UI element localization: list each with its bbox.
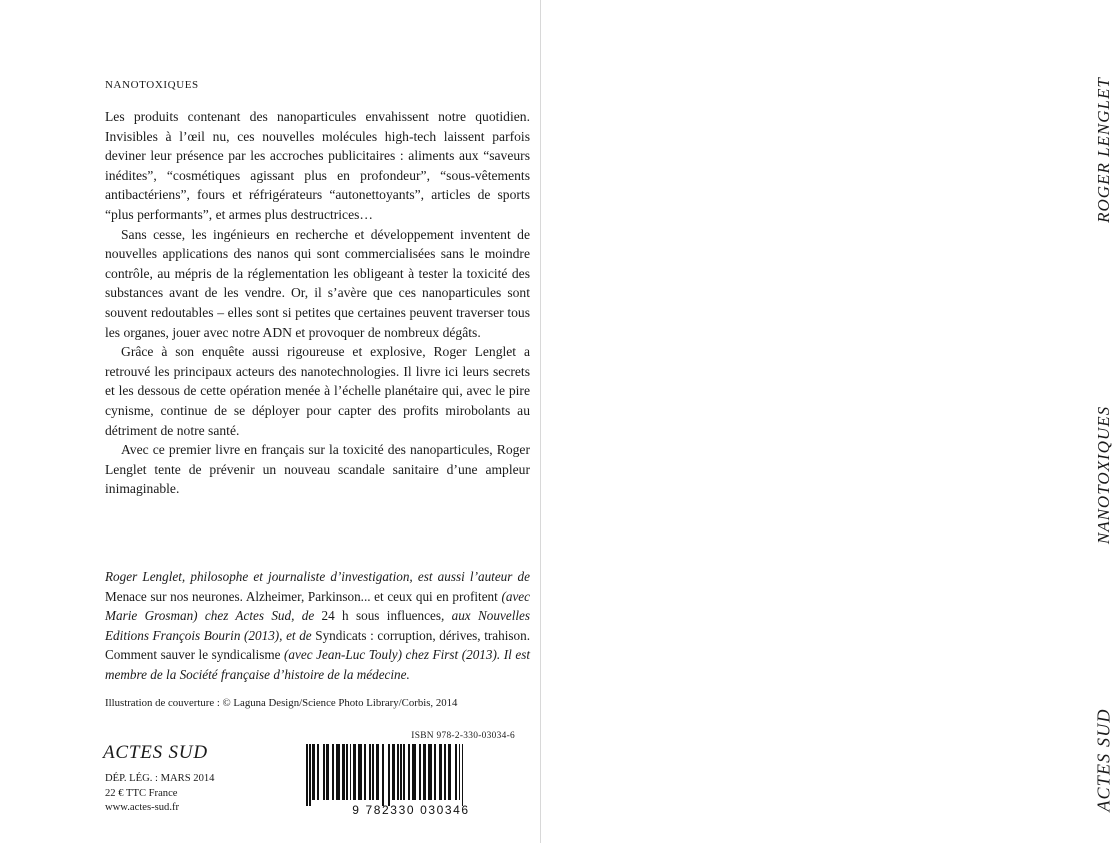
blurb-paragraph: Les produits contenant des nanoparticules envahissent notre quotidien. Invisibles à l’œil nu, ces nouvelles molécules high-tech laissent parfois deviner leur présence par les accroches publicitaires : aliments aux “saveurs inédites”, “cosmétiques agissant plus en profondeur”, “sous-vêtements antibactériens”, fours et réfrigérateurs “autonettoyants”, articles de sports “plus performants”, et armes plus destructrices… bbox=[105, 109, 530, 222]
spine-publisher: ACTES SUD bbox=[1093, 708, 1114, 812]
spine-author: ROGER LENGLET bbox=[1094, 77, 1113, 223]
barcode-bar bbox=[312, 744, 315, 800]
spine-title: NANOTOXIQUES bbox=[1094, 405, 1113, 545]
barcode-bar bbox=[412, 744, 416, 800]
legal-line: DÉP. LÉG. : MARS 2014 bbox=[105, 773, 215, 784]
publisher-logo: ACTES SUD bbox=[103, 742, 208, 763]
blurb-paragraph: Grâce à son enquête aussi rigoureuse et explosive, Roger Lenglet a retrouvé les principaux acteurs des nanotechnologies. Il livre ici leurs secrets et les dessous de cette opération menée à l’échelle planétaire qui, avec le pire cynisme, continue de se déployer pour capter des profits mirobolants au détriment de notre santé. bbox=[105, 344, 530, 438]
bio-book-title: 24 h sous influences bbox=[321, 608, 441, 624]
bio-italic: , aux Nouvelles Editions François Bourin (2013), et de bbox=[105, 608, 531, 643]
barcode-bar bbox=[323, 744, 325, 800]
barcode-bar bbox=[346, 744, 348, 800]
barcode-bar bbox=[403, 744, 405, 800]
barcode bbox=[302, 744, 520, 816]
barcode-digits: 9 782330 030346 bbox=[352, 803, 470, 817]
cover-credit: Illustration de couverture : © Laguna Design/Science Photo Library/Corbis, 2014 bbox=[105, 697, 458, 709]
barcode-bar bbox=[419, 744, 421, 800]
barcode-bar bbox=[397, 744, 399, 800]
barcode-bar bbox=[353, 744, 356, 800]
barcode-bar bbox=[462, 744, 463, 806]
barcode-bar bbox=[448, 744, 451, 800]
blurb-paragraph: Sans cesse, les ingénieurs en recherche et développement inventent de nouvelles applications des nanos qui sont commercialisées sans le moindre contrôle, au mépris de la réglementation les obligeant à tester la toxicité des substances avant de les vendre. Or, il s’avère que ces nanoparticules sont souvent redoutables – elles sont si petites que certaines peuvent traverser tous les organes, jouer avec notre ADN et provoquer de nombreux dégâts. bbox=[105, 226, 530, 340]
barcode-bar bbox=[392, 744, 395, 800]
barcode-bar bbox=[369, 744, 371, 800]
legal-line: www.actes-sud.fr bbox=[105, 802, 180, 814]
barcode-bar bbox=[350, 744, 351, 800]
barcode-bar bbox=[423, 744, 426, 800]
isbn: ISBN 978-2-330-03034-6 bbox=[411, 731, 515, 741]
barcode-bar bbox=[459, 744, 460, 800]
bio-book-title: Menace sur nos neurones. Alzheimer, Parkinson... et ceux qui en profitent bbox=[105, 588, 498, 604]
legal-line: 22 € TTC France bbox=[105, 787, 178, 799]
barcode-bar bbox=[372, 744, 374, 800]
barcode-bar bbox=[364, 744, 366, 800]
barcode-bar bbox=[332, 744, 334, 800]
bio-book-title: Syndicats : corruption, dérives, trahison. Comment sauver le syndicalisme bbox=[105, 627, 530, 663]
barcode-bar bbox=[317, 744, 319, 800]
series-label: NANOTOXIQUES bbox=[105, 79, 199, 91]
back-cover bbox=[0, 0, 540, 843]
barcode-bar bbox=[428, 744, 432, 800]
barcode-bar bbox=[376, 744, 379, 800]
barcode-bar bbox=[455, 744, 457, 800]
barcode-bar bbox=[309, 744, 311, 806]
barcode-bar bbox=[306, 744, 308, 806]
barcode-bar bbox=[400, 744, 402, 800]
author-bio bbox=[105, 567, 530, 685]
book-spine bbox=[540, 0, 1114, 843]
bio-italic: (avec Jean-Luc Touly) chez First (2013). Il est membre de la Société française d’histoire de la médecine. bbox=[105, 647, 530, 682]
barcode-bar bbox=[388, 744, 390, 806]
barcode-bar bbox=[439, 744, 442, 800]
barcode-bar bbox=[358, 744, 362, 800]
barcode-bar bbox=[434, 744, 436, 800]
barcode-bar bbox=[444, 744, 446, 800]
barcode-bar bbox=[382, 744, 384, 806]
bio-italic: (avec Marie Grosman) chez Actes Sud, de bbox=[105, 588, 531, 624]
barcode-bar bbox=[342, 744, 345, 800]
blurb-paragraph: Avec ce premier livre en français sur la toxicité des nanoparticules, Roger Lenglet tente de prévenir un nouveau scandale sanitaire d’une ampleur inimaginable. bbox=[105, 442, 530, 497]
barcode-bar bbox=[408, 744, 410, 800]
bio-italic: Roger Lenglet, philosophe et journaliste d’investigation, est aussi l’auteur de bbox=[105, 569, 530, 584]
barcode-bar bbox=[326, 744, 329, 800]
barcode-bar bbox=[336, 744, 340, 800]
blurb bbox=[105, 107, 530, 499]
legal-info bbox=[105, 772, 214, 816]
